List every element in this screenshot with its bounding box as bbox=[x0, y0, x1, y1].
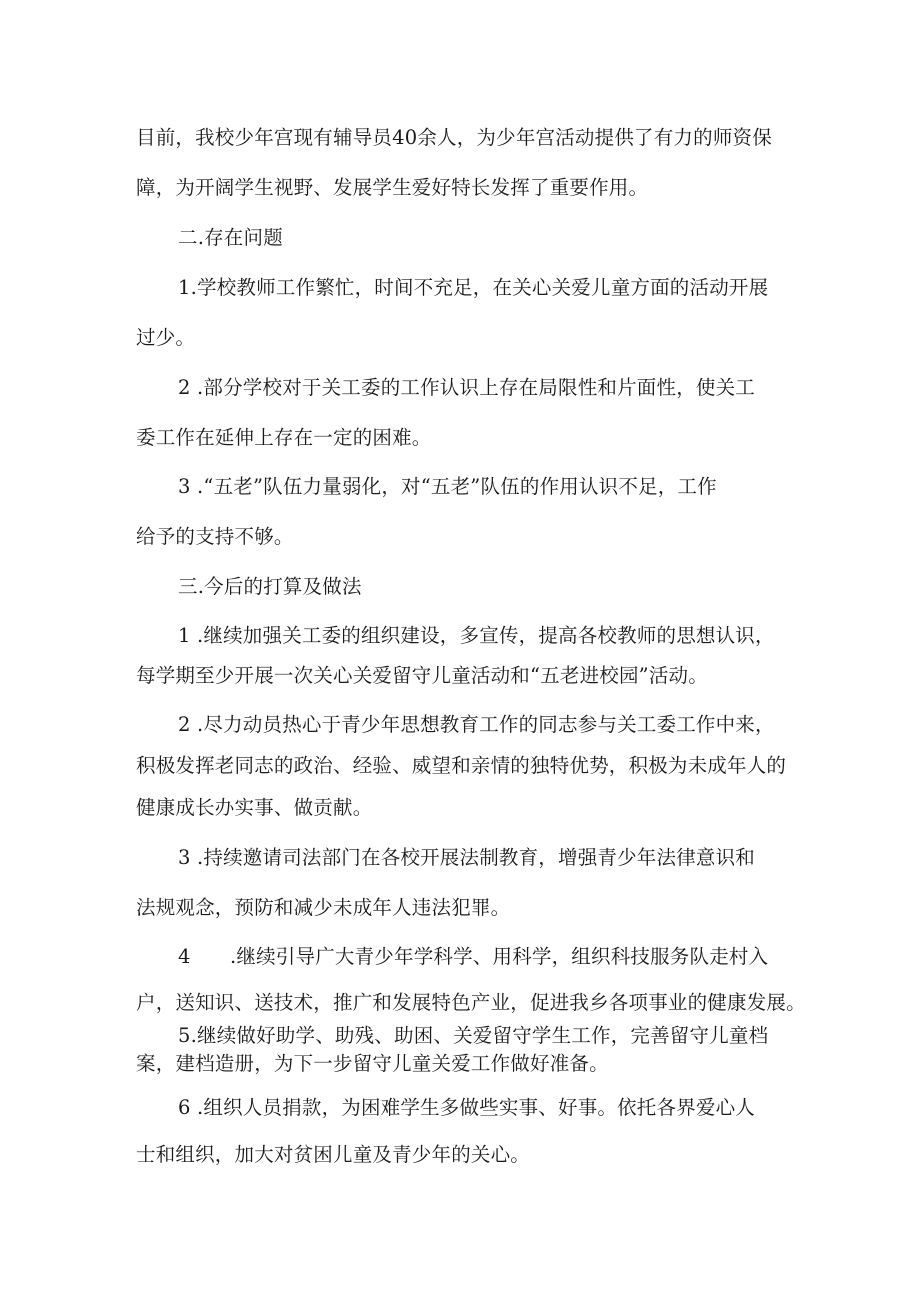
text-line: 3 .持续邀请司法部门在各校开展法制教育，增强青少年法律意识和 bbox=[178, 846, 756, 869]
text-line: 3 .“五老”队伍力量弱化，对“五老”队伍的作用认识不足，工作 bbox=[178, 475, 717, 498]
text-line: 案，建档造册，为下一步留守儿童关爱工作做好准备。 bbox=[136, 1052, 609, 1075]
text-line: 每学期至少开展一次关心关爱留守儿童活动和“五老进校园”活动。 bbox=[136, 664, 708, 687]
text-line: 积极发挥老同志的政治、经验、威望和亲情的独特优势，积极为未成年人的 bbox=[136, 754, 787, 777]
text-line: 委工作在延伸上存在一定的困难。 bbox=[136, 426, 432, 449]
text-line: 4 .继续引导广大青少年学科学、用科学，组织科技服务队走村入 bbox=[178, 945, 769, 968]
text-line: 障，为开阔学生视野、发展学生爱好特长发挥了重要作用。 bbox=[136, 176, 649, 199]
text-line: 给予的支持不够。 bbox=[136, 525, 294, 548]
text-line: 户，送知识、送技术，推广和发展特色产业，促进我乡各项事业的健康发展。 bbox=[136, 991, 806, 1014]
text-line: 法规观念，预防和减少未成年人违法犯罪。 bbox=[136, 896, 511, 919]
text-line: 2 .尽力动员热心于青少年思想教育工作的同志参与关工委工作中来， bbox=[178, 713, 775, 736]
text-line: 过少。 bbox=[136, 326, 196, 349]
text-line: 士和组织，加大对贫困儿童及青少年的关心。 bbox=[136, 1143, 531, 1166]
text-line: 5.继续做好助学、助残、助困、关爱留守学生工作，完善留守儿童档 bbox=[178, 1024, 769, 1047]
text-line: 2 .部分学校对于关工委的工作认识上存在局限性和片面性，使关工 bbox=[178, 376, 756, 399]
text-line: 目前，我校少年宫现有辅导员40余人，为少年宫活动提供了有力的师资保 bbox=[136, 126, 772, 149]
section-heading: 二.存在问题 bbox=[178, 226, 283, 249]
section-heading: 三.今后的打算及做法 bbox=[178, 575, 362, 598]
text-line: 6 .组织人员捐款，为困难学生多做些实事、好事。依托各界爱心人 bbox=[178, 1096, 756, 1119]
text-line: 健康成长办实事、做贡献。 bbox=[136, 796, 373, 819]
text-line: 1 .继续加强关工委的组织建设，多宣传，提高各校教师的思想认识， bbox=[178, 624, 775, 647]
text-line: 1.学校教师工作繁忙，时间不充足，在关心关爱儿童方面的活动开展 bbox=[178, 276, 769, 299]
